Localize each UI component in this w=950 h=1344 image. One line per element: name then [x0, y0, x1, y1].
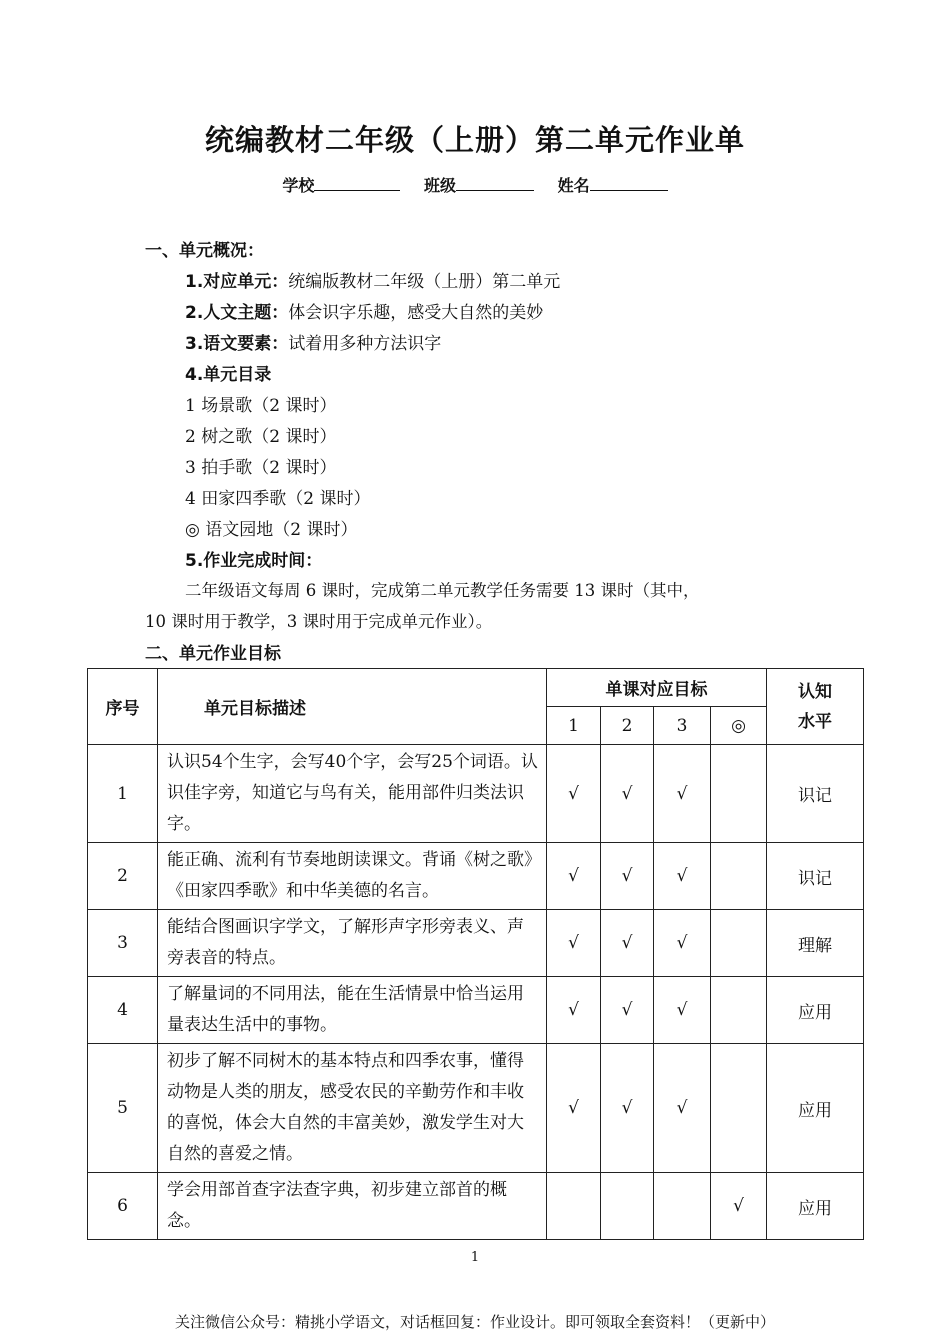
row-level: 应用 — [767, 1044, 864, 1173]
toc-label: 4.单元目录 — [185, 365, 272, 385]
row-index: 6 — [88, 1173, 158, 1240]
row-check-garden — [711, 1044, 767, 1173]
theme-line — [185, 298, 543, 323]
element-value: 试着用多种方法识字 — [288, 334, 442, 354]
row-desc: 认识54个生字，会写40个字，会写25个词语。认识佳字旁，知道它与鸟有关，能用部件归类法识字。 — [158, 745, 547, 843]
row-check-2: √ — [601, 843, 654, 910]
row-check-2: √ — [601, 1044, 654, 1173]
row-desc: 初步了解不同树木的基本特点和四季农事，懂得动物是人类的朋友，感受农民的辛勤劳作和丰收的喜悦，体会大自然的丰富美妙，激发学生对大自然的喜爱之情。 — [158, 1044, 547, 1173]
row-desc: 了解量词的不同用法，能在生活情景中恰当运用量表达生活中的事物。 — [158, 977, 547, 1044]
name-label: 姓名 — [557, 176, 590, 195]
row-check-1: √ — [547, 843, 601, 910]
col-lesson-group-header: 单课对应目标 — [547, 669, 767, 707]
row-check-1: √ — [547, 1044, 601, 1173]
row-index: 3 — [88, 910, 158, 977]
row-desc: 能结合图画识字学文，了解形声字形旁表义、声旁表音的特点。 — [158, 910, 547, 977]
unit-value: 统编版教材二年级（上册）第二单元 — [288, 272, 561, 292]
unit-label: 1.对应单元： — [185, 272, 289, 292]
lesson-col-3: 3 — [654, 707, 711, 745]
table-row — [88, 1173, 864, 1240]
table-row — [88, 745, 864, 843]
row-check-1: √ — [547, 745, 601, 843]
col-index-header: 序号 — [88, 669, 158, 745]
row-check-garden — [711, 910, 767, 977]
row-check-2: √ — [601, 977, 654, 1044]
section2-heading: 二、单元作业目标 — [145, 644, 281, 664]
row-level: 识记 — [767, 745, 864, 843]
table-header-row — [88, 669, 864, 707]
row-index: 4 — [88, 977, 158, 1044]
element-label: 3.语文要素： — [185, 334, 289, 354]
class-field[interactable] — [424, 176, 534, 195]
name-field[interactable] — [558, 176, 668, 195]
row-check-1: √ — [547, 977, 601, 1044]
row-check-garden — [711, 745, 767, 843]
element-line — [185, 329, 441, 354]
page-title: 统编教材二年级（上册）第二单元作业单 — [204, 123, 745, 157]
row-check-1: √ — [547, 910, 601, 977]
lesson-col-1: 1 — [547, 707, 601, 745]
row-check-3: √ — [654, 910, 711, 977]
table-row — [88, 843, 864, 910]
school-label: 学校 — [282, 176, 315, 195]
row-check-garden — [711, 843, 767, 910]
row-check-garden: √ — [711, 1173, 767, 1240]
row-level: 应用 — [767, 977, 864, 1044]
row-desc: 学会用部首查字法查字典，初步建立部首的概念。 — [158, 1173, 547, 1240]
table-row — [88, 1044, 864, 1173]
theme-label: 2.人文主题： — [185, 303, 289, 323]
row-index: 1 — [88, 745, 158, 843]
row-check-3: √ — [654, 745, 711, 843]
table-row — [88, 977, 864, 1044]
toc-item: 1 场景歌（2 课时） — [185, 396, 337, 416]
row-check-2: √ — [601, 910, 654, 977]
row-level: 应用 — [767, 1173, 864, 1240]
goals-table — [87, 668, 864, 1240]
footer-note: 关注微信公众号：精挑小学语文，对话框回复：作业设计。即可领取全套资料！（更新中） — [174, 1313, 775, 1331]
name-blank — [590, 176, 668, 191]
lesson-col-2: 2 — [601, 707, 654, 745]
toc-item: 3 拍手歌（2 课时） — [185, 458, 337, 478]
row-index: 5 — [88, 1044, 158, 1173]
row-index: 2 — [88, 843, 158, 910]
toc-item: ◎ 语文园地（2 课时） — [185, 520, 358, 540]
table-row — [88, 910, 864, 977]
class-blank — [456, 176, 534, 191]
time-text-1: 二年级语文每周 6 课时，完成第二单元教学任务需要 13 课时（其中， — [185, 581, 700, 600]
row-check-3: √ — [654, 977, 711, 1044]
row-check-3: √ — [654, 1044, 711, 1173]
row-check-1 — [547, 1173, 601, 1240]
row-level: 识记 — [767, 843, 864, 910]
lesson-col-garden: ◎ — [711, 707, 767, 745]
theme-value: 体会识字乐趣，感受大自然的美妙 — [288, 303, 544, 323]
row-level: 理解 — [767, 910, 864, 977]
col-level-line2: 水平 — [798, 711, 832, 732]
row-check-3 — [654, 1173, 711, 1240]
col-desc-header: 单元目标描述 — [158, 669, 547, 745]
time-text-2: 10 课时用于教学，3 课时用于完成单元作业）。 — [145, 612, 493, 631]
unit-line — [185, 267, 560, 292]
time-label: 5.作业完成时间： — [185, 551, 323, 571]
row-check-2: √ — [601, 745, 654, 843]
toc-item: 4 田家四季歌（2 课时） — [185, 489, 371, 509]
class-label: 班级 — [423, 176, 456, 195]
school-field[interactable] — [282, 176, 400, 195]
row-check-3: √ — [654, 843, 711, 910]
col-level-line1: 认知 — [798, 681, 832, 702]
row-desc: 能正确、流利有节奏地朗读课文。背诵《树之歌》《田家四季歌》和中华美德的名言。 — [158, 843, 547, 910]
school-blank — [314, 176, 400, 191]
page-number: 1 — [470, 1250, 480, 1265]
student-info-line — [0, 173, 950, 196]
row-check-2 — [601, 1173, 654, 1240]
section1-heading: 一、单元概况： — [145, 241, 264, 261]
toc-item: 2 树之歌（2 课时） — [185, 427, 337, 447]
col-level-header — [767, 669, 864, 745]
row-check-garden — [711, 977, 767, 1044]
